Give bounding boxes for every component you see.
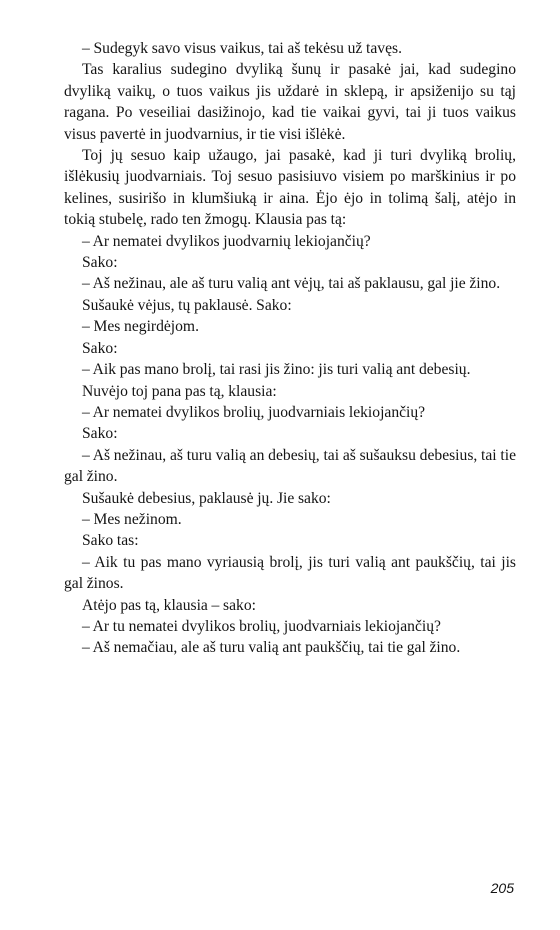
paragraph: – Sudegyk savo visus vaikus, tai aš tekėsu už tavęs. bbox=[82, 40, 402, 57]
paragraph: – Aš nežinau, aš turu valią an debesių, tai aš sušauksu debesius, tai tie gal žino. bbox=[64, 446, 516, 486]
paragraph: Nuvėjo toj pana pas tą, klausia: bbox=[82, 382, 277, 400]
paragraph: – Aš nemačiau, ale aš turu valią ant paukščių, tai tie gal žino. bbox=[82, 639, 461, 657]
paragraph: – Aš nežinau, ale aš turu valią ant vėjų, tai aš paklausu, gal jie žino. bbox=[82, 275, 501, 293]
paragraph: – Aik pas mano brolį, tai rasi jis žino: jis turi valią ant debesių. bbox=[82, 361, 471, 379]
paragraph: – Ar nematei dvylikos juodvarnių lekiojančių? bbox=[82, 232, 371, 250]
paragraph: Sako: bbox=[82, 425, 118, 443]
paragraph: – Mes nežinom. bbox=[82, 510, 182, 528]
paragraph: – Aik tu pas mano vyriausią brolį, jis turi valią ant paukščių, tai jis gal žinos. bbox=[64, 553, 516, 593]
paragraph: Atėjo pas tą, klausia – sako: bbox=[82, 596, 256, 614]
paragraph: Sako tas: bbox=[82, 532, 139, 550]
paragraph: – Ar tu nematei dvylikos brolių, juodvarniais lekiojančių? bbox=[82, 617, 441, 635]
paragraph: Sušaukė vėjus, tų paklausė. Sako: bbox=[82, 296, 292, 314]
book-page-text bbox=[64, 38, 516, 898]
paragraph: – Ar nematei dvylikos brolių, juodvarniais lekiojančių? bbox=[82, 403, 426, 421]
paragraph: Toj jų sesuo kaip užaugo, jai pasakė, kad ji turi dvyliką brolių, išlėkusių juodvarniais. Toj sesuo pasisiuvo visiem po marškinius ir po kelines, susirišo in klumšiuką ir aina. Ėjo ėjo in tolimą šalį, atėjo in tokią stubelę, rado ten žmogų. Klausia pas tą: bbox=[64, 147, 516, 229]
paragraph: Sušaukė debesius, paklausė jų. Jie sako: bbox=[82, 489, 331, 507]
paragraph: – Mes negirdėjom. bbox=[82, 318, 199, 336]
paragraph: Tas karalius sudegino dvyliką šunų ir pasakė jai, kad sudegino dvyliką vaikų, o tuos vaikus jis uždarė in sklepą, ir apsiženijo su tąj ragana. Po veseiliai dasižinojo, kad tie vaikai gyvi, tai ji tuos vaikus visus pavertė in juodvarnius, ir tie visi išlėkė. bbox=[64, 61, 516, 143]
paragraph: Sako: bbox=[82, 254, 118, 272]
page-number: 205 bbox=[490, 880, 514, 896]
paragraph: Sako: bbox=[82, 339, 118, 357]
